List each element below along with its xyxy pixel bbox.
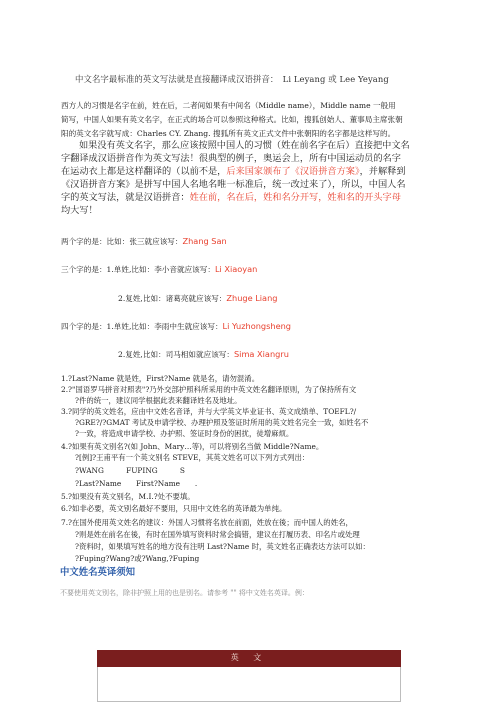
rule-label: 2.复姓,比如：司马相如就应该写： — [118, 350, 234, 359]
rule-label: 三个字的是：1.单姓,比如：李小音就应该写： — [61, 265, 215, 274]
name-order-highlight: 姓在前，名在后，姓和名分开写，姓和名的开头字母 — [189, 192, 401, 203]
list-item: ?资料时，如果填写姓名的地方没有注明 Last?Name 时，英文姓名正确表达方法可以如： — [75, 542, 370, 551]
table-body — [97, 667, 401, 702]
para2-line-3-tail: ，并解释到 — [359, 166, 406, 177]
section-heading: 中文姓名英译须知 — [60, 567, 136, 578]
list-item: ?WANG FUPING S — [75, 466, 185, 475]
rule-example: Zhuge Liang — [226, 293, 278, 303]
intro-line-1: 西方人的习惯是名字在前，姓在后，二者间如果有中间名（Middle name），Middle name 一般用 — [61, 101, 396, 110]
list-item: 5.?如果没有英文别名，M.I.?处不要填。 — [61, 492, 195, 501]
rule-label: 2.复姓,比如：诸葛亮就应该写： — [118, 294, 227, 303]
rule-three-chars-single — [61, 264, 257, 275]
list-item: ?一致，将造成申请学校、办护照、签证时身份的困扰，徒增麻烦。 — [75, 429, 294, 438]
list-item: 1.?Last?Name 就是姓，First?Name 就是名，请勿混淆。 — [61, 374, 260, 383]
para2-line-2: 字翻译成汉语拼音作为英文写法！很典型的例子，奥运会上，所有中国运动员的名字 — [61, 153, 401, 164]
list-item: ?件的统一，建议同学根据此表来翻译姓名及地址。 — [75, 396, 242, 405]
para2-line-1: 如果没有英文名字，那么应该按照中国人的习惯（姓在前名字在后）直接把中文名 — [79, 140, 410, 151]
table-header-label: 英 文 — [230, 653, 268, 662]
para2-line-5 — [61, 192, 401, 205]
para2-line-6: 均大写！ — [61, 205, 98, 216]
list-item: 2.?"国语罗马拼音对照表"?乃外交部护照科所采用的中英文姓名翻译原则，为了保持所有文 — [61, 385, 357, 394]
para2-line-3 — [61, 166, 406, 179]
rule-four-chars-single — [61, 321, 291, 332]
title-line: 中文名字最标准的英文写法就是直接翻译成汉语拼音： Li Leyang 或 Lee Yeyang — [75, 74, 389, 84]
para2-line-5-text: 字的英文写法，就是汉语拼音： — [61, 192, 190, 203]
intro-line-2: 简写，中国人如果有英文名字，在正式的场合可以参照这种格式。比如，搜狐创始人、董事局主席张朝 — [61, 115, 403, 124]
intro-line-3: 阳的英文名字就写成：Charles CY. Zhang. 搜狐所有英文正式文件中张朝阳的名字都是这样写的。 — [61, 129, 396, 138]
note-text: 不要使用英文别名，除非护照上用的也是别名。请参考 "" 将中文姓名英译。例： — [60, 589, 309, 597]
rule-example: Li Xiaoyan — [214, 264, 258, 274]
list-item: 3.?同学的英文姓名，应由中文姓名音译，并与大学英文毕业证书、英文成绩单、TOEFL?/ — [61, 407, 357, 416]
list-item: ?Last?Name First?Name . — [75, 479, 198, 488]
list-item: 4.?如果有英文别名?(如 John、Mary…等)，可以将别名当做 Middle?Name。 — [61, 442, 324, 451]
pinyin-scheme-highlight: 后来国家颁布了《汉语拼音方案》 — [226, 166, 360, 177]
rule-example: Sima Xiangru — [233, 349, 289, 359]
table-header — [97, 650, 401, 667]
rule-example: Zhang San — [182, 236, 227, 246]
list-item: 6.?如非必要，英文别名最好不要用，只用中文姓名的英译最为单纯。 — [61, 504, 287, 513]
para2-line-4: 《汉语拼音方案》是拼写中国人名地名唯一标准后，统一改过来了），所以，中国人名 — [61, 179, 406, 190]
list-item: 7.?在国外使用英文姓名的建议：外国人习惯将名放在前面，姓放在後；而中国人的姓名， — [61, 518, 353, 527]
rule-example: Li Yuzhongsheng — [222, 321, 291, 331]
para2-line-3-text: 在运动衣上都是这样翻译的（以前不是， — [61, 166, 227, 177]
list-item: ?GRE?/?GMAT 考试及申请学校、办理护照及签证时所用的英文姓名完全一致，如姓名不 — [75, 418, 369, 427]
list-item: ?则是姓在前名在後，有时在国外填写资料时常会搞错，建议在打履历表、印名片或处理 — [75, 530, 360, 539]
list-item: ?[例]?王甫平有一个英文别名 STEVE，其英文姓名可以下列方式列出： — [75, 453, 310, 462]
rule-four-chars-compound — [118, 349, 289, 360]
rule-label: 两个字的是：比如：张三就应该写： — [61, 237, 183, 246]
list-item: ?Fuping?Wang?或?Wang,?Fuping — [75, 554, 200, 563]
rule-two-chars — [61, 236, 227, 247]
rule-three-chars-compound — [118, 293, 277, 304]
rule-label: 四个字的是：1.单姓,比如：李雨中生就应该写： — [61, 322, 223, 331]
